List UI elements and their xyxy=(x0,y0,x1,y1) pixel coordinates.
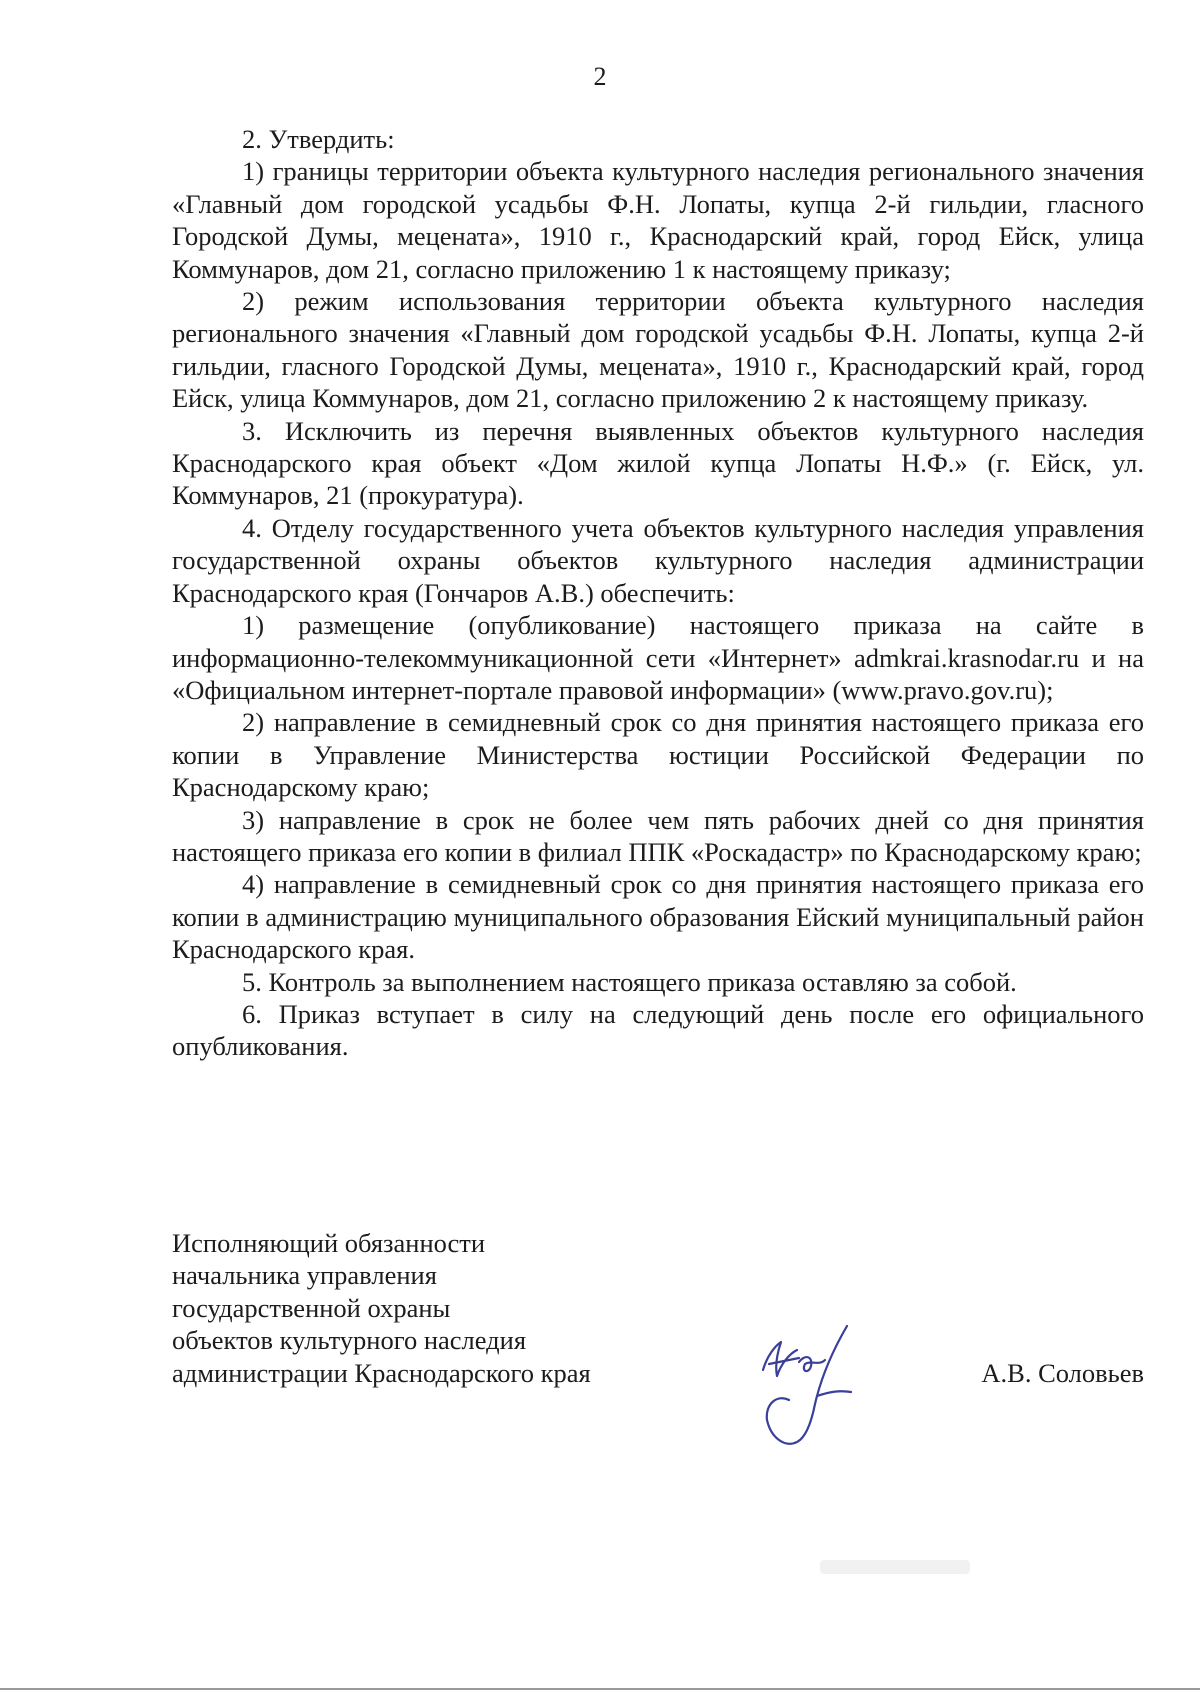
paragraph-department-duties: 4. Отделу государственного учета объектов культурного наследия управления государственной охраны объектов культурного наследия администрации Краснодарского края (Гончаров А.В.) обеспечить: xyxy=(172,512,1144,608)
scan-artifact xyxy=(820,1560,970,1574)
paragraph-duty-publication: 1) размещение (опубликование) настоящего приказа на сайте в информационно-телекоммуникационной сети «Интернет» admkrai.krasnodar.ru и на «Официальном интернет-портале правовой информации» (www.pravo.gov.ru); xyxy=(172,610,1144,705)
paragraph-approve: 2. Утвердить: xyxy=(242,124,395,154)
paragraph-duty-municipality: 4) направление в семидневный срок со дня принятия настоящего приказа его копии в администрацию муниципального образования Ейский муниципальный район Краснодарского края. xyxy=(172,869,1144,965)
paragraph-exclude: 3. Исключить из перечня выявленных объектов культурного наследия Краснодарского края объект «Дом жилой купца Лопаты Н.Ф.» (г. Ейск, ул. Коммунаров, 21 (прокуратура). xyxy=(172,415,1144,511)
paragraph-approve-regime: 2) режим использования территории объекта культурного наследия регионального значения «Главный дом городской усадьбы Ф.Н. Лопаты, купца 2-й гильдии, гласного Городской Думы, мецената», 1910 г., Краснодарский край, город Ейск, улица Коммунаров, дом 21, согласно приложению 2 к настоящему приказу. xyxy=(172,286,1144,414)
page-bottom-edge xyxy=(0,1688,1200,1690)
signatory-name: А.В. Соловьев xyxy=(981,1358,1144,1388)
signatory-title-line: начальника управления xyxy=(172,1260,437,1291)
signatory-title-line: Исполняющий обязанности xyxy=(172,1228,486,1258)
signatory-title-line: объектов культурного наследия xyxy=(172,1325,527,1356)
paragraph-duty-justice: 2) направление в семидневный срок со дня принятия настоящего приказа его копии в Управление Министерства юстиции Российской Федерации по Краснодарскому краю; xyxy=(172,707,1144,803)
signatory-title-line: администрации Краснодарского края xyxy=(172,1357,591,1388)
paragraph-effective-date: 6. Приказ вступает в силу на следующий день после его официального опубликования. xyxy=(172,998,1144,1062)
order-body xyxy=(172,123,1144,1063)
signatory-title-line: государственной охраны xyxy=(172,1292,451,1323)
paragraph-approve-boundaries: 1) границы территории объекта культурного наследия регионального значения «Главный дом городской усадьбы Ф.Н. Лопаты, купца 2-й гильдии, гласного Городской Думы, мецената», 1910 г., Краснодарский край, город Ейск, улица Коммунаров, дом 21, согласно приложению 1 к настоящему приказу; xyxy=(172,156,1144,284)
signatory-title xyxy=(172,1227,692,1389)
page-number: 2 xyxy=(593,62,607,91)
paragraph-control: 5. Контроль за выполнением настоящего приказа оставляю за собой. xyxy=(242,966,1017,997)
paragraph-duty-cadastre: 3) направление в срок не более чем пять рабочих дней со дня принятия настоящего приказа его копии в филиал ППК «Роскадастр» по Краснодарскому краю; xyxy=(172,804,1144,867)
handwritten-signature xyxy=(755,1320,865,1455)
signature-strokes xyxy=(763,1326,851,1444)
